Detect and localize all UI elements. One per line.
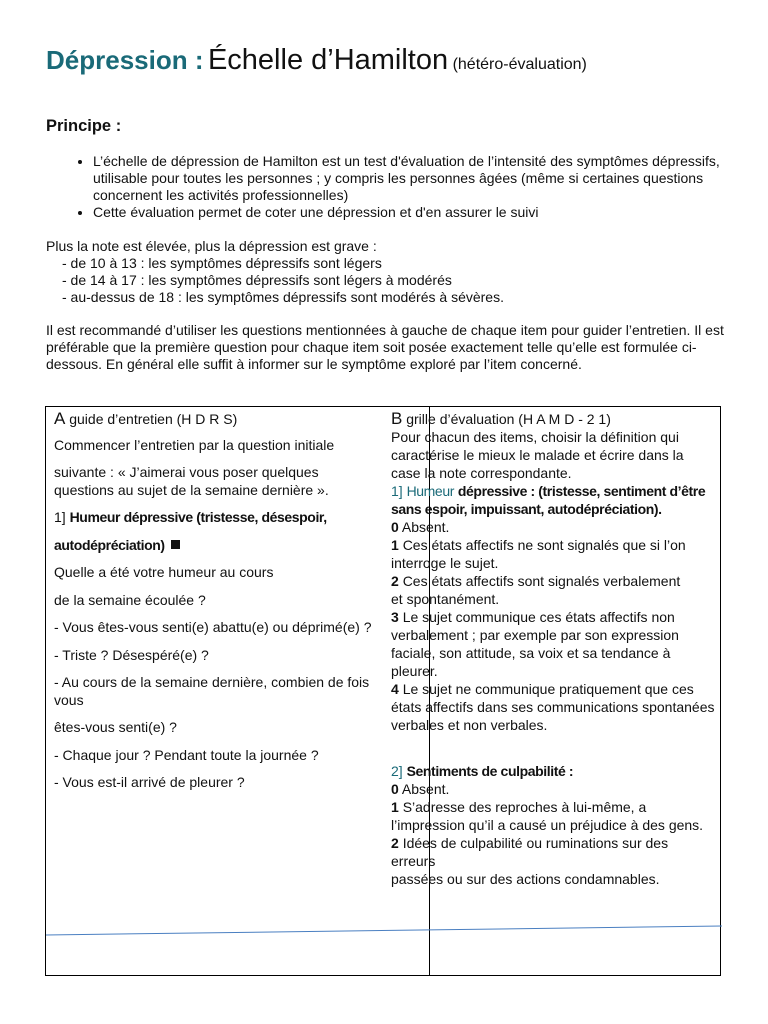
b-item1-number: 1] — [391, 483, 403, 499]
b-item1-title-word: Humeur — [406, 483, 454, 499]
score-text: Absent. — [401, 781, 450, 797]
item1-title-line2: autodépréciation) — [54, 536, 165, 553]
score-text: Ces états affectifs sont signalés verbalement — [402, 573, 681, 589]
column-b-letter: B — [391, 409, 403, 428]
score: 0 — [391, 781, 399, 797]
question-line: - Vous êtes-vous senti(e) abattu(e) ou déprimé(e) ? — [54, 619, 372, 635]
item1-number: 1] — [54, 509, 66, 525]
column-b-title: grille d’évaluation (H A M D - 2 1) — [406, 411, 611, 427]
score: 3 — [391, 609, 399, 625]
score-text: S’adresse des reproches à lui-même, a l’impression qu’il a causé un préjudice à des gens. — [391, 799, 704, 833]
hamilton-table — [45, 406, 721, 976]
severity-block — [46, 238, 726, 306]
score: 2 — [391, 573, 399, 589]
title-depression: Dépression : — [46, 45, 204, 75]
question-line: - Au cours de la semaine dernière, combien de fois vous — [54, 674, 370, 708]
scan-line-stroke — [46, 926, 722, 935]
question-line: êtes-vous senti(e) ? — [54, 719, 177, 735]
column-a-letter: A — [54, 409, 66, 428]
score-text: Le sujet ne communique pratiquement que ces états affectifs dans ses communications spontanées verbales et non verbales. — [391, 681, 715, 733]
score-text: Absent. — [401, 519, 450, 535]
scan-line — [46, 407, 722, 977]
question-line: - Vous est-il arrivé de pleurer ? — [54, 774, 245, 790]
b-item2-number: 2] — [391, 763, 403, 779]
score-text: Ces états affectifs ne sont signalés que si l’on — [402, 537, 686, 553]
severity-level: - de 14 à 17 : les symptômes dépressifs sont légers à modérés — [62, 272, 452, 288]
title-subtitle: (hétéro-évaluation) — [452, 56, 587, 73]
principe-bullets — [46, 153, 726, 221]
column-a-title: guide d’entretien (H D R S) — [69, 411, 238, 427]
title-scale-name: Échelle d’Hamilton — [207, 44, 449, 76]
score: 1 — [391, 537, 399, 553]
principe-heading: Principe : — [46, 117, 122, 135]
b-item2-title: Sentiments de culpabilité : — [406, 763, 574, 779]
item1-title-line1: Humeur dépressive (tristesse, désespoir, — [69, 509, 327, 525]
score: 2 — [391, 835, 399, 851]
severity-level: - de 10 à 13 : les symptômes dépressifs sont légers — [62, 255, 382, 271]
score-text: interroge le sujet. — [391, 555, 499, 571]
severity-intro: Plus la note est élevée, plus la dépression est grave : — [46, 238, 377, 254]
question-line: Quelle a été votre humeur au cours — [54, 564, 274, 580]
score: 4 — [391, 681, 399, 697]
score-text: Idées de culpabilité ou ruminations sur des erreurs — [391, 835, 669, 869]
bullet-item: • L’échelle de dépression de Hamilton est un test d'évaluation de l’intensité des symptômes dépressifs, utilisable pour toutes les personnes ; y compris les personnes âgées (même si certaines questions concernent les activités professionnelles) — [93, 153, 726, 204]
score: 1 — [391, 799, 399, 815]
column-b-intro: Pour chacun des items, choisir la définition qui caractérise le mieux le malade et écrire dans la case la note correspondante. — [391, 429, 684, 481]
bullet-item: • Cette évaluation permet de coter une dépression et d'en assurer le suivi — [93, 204, 726, 221]
column-a-intro-1: Commencer l’entretien par la question initiale — [54, 436, 335, 453]
recommendation-text: Il est recommandé d’utiliser les questions mentionnées à gauche de chaque item pour guider l’entretien. Il est préférable que la première question pour chaque item soit posée exactement telle qu’elle est formulée ci-dessous. En général elle suffit à informer sur le symptôme exploré par l’item concerné. — [46, 322, 724, 372]
question-line: - Triste ? Désespéré(e) ? — [54, 646, 209, 663]
question-line: - Chaque jour ? Pendant toute la journée ? — [54, 746, 319, 763]
score: 0 — [391, 519, 399, 535]
score-text: Le sujet communique ces états affectifs non verbalement ; par exemple par son expression faciale, son attitude, sa voix et sa tendance à pleurer. — [391, 609, 679, 679]
column-a-intro-2: suivante : « J’aimerai vous poser quelques questions au sujet de la semaine dernière ». — [54, 464, 329, 498]
question-line: de la semaine écoulée ? — [54, 591, 206, 608]
page-title — [46, 44, 587, 77]
severity-level: - au-dessus de 18 : les symptômes dépressifs sont modérés à sévères. — [62, 289, 504, 305]
b-item1-title: dépressive : (tristesse, sentiment d’être sans espoir, impuissant, autodépréciation). — [391, 483, 706, 517]
score-text: et spontanément. — [391, 591, 500, 607]
score-text: passées ou sur des actions condamnables. — [391, 871, 660, 887]
